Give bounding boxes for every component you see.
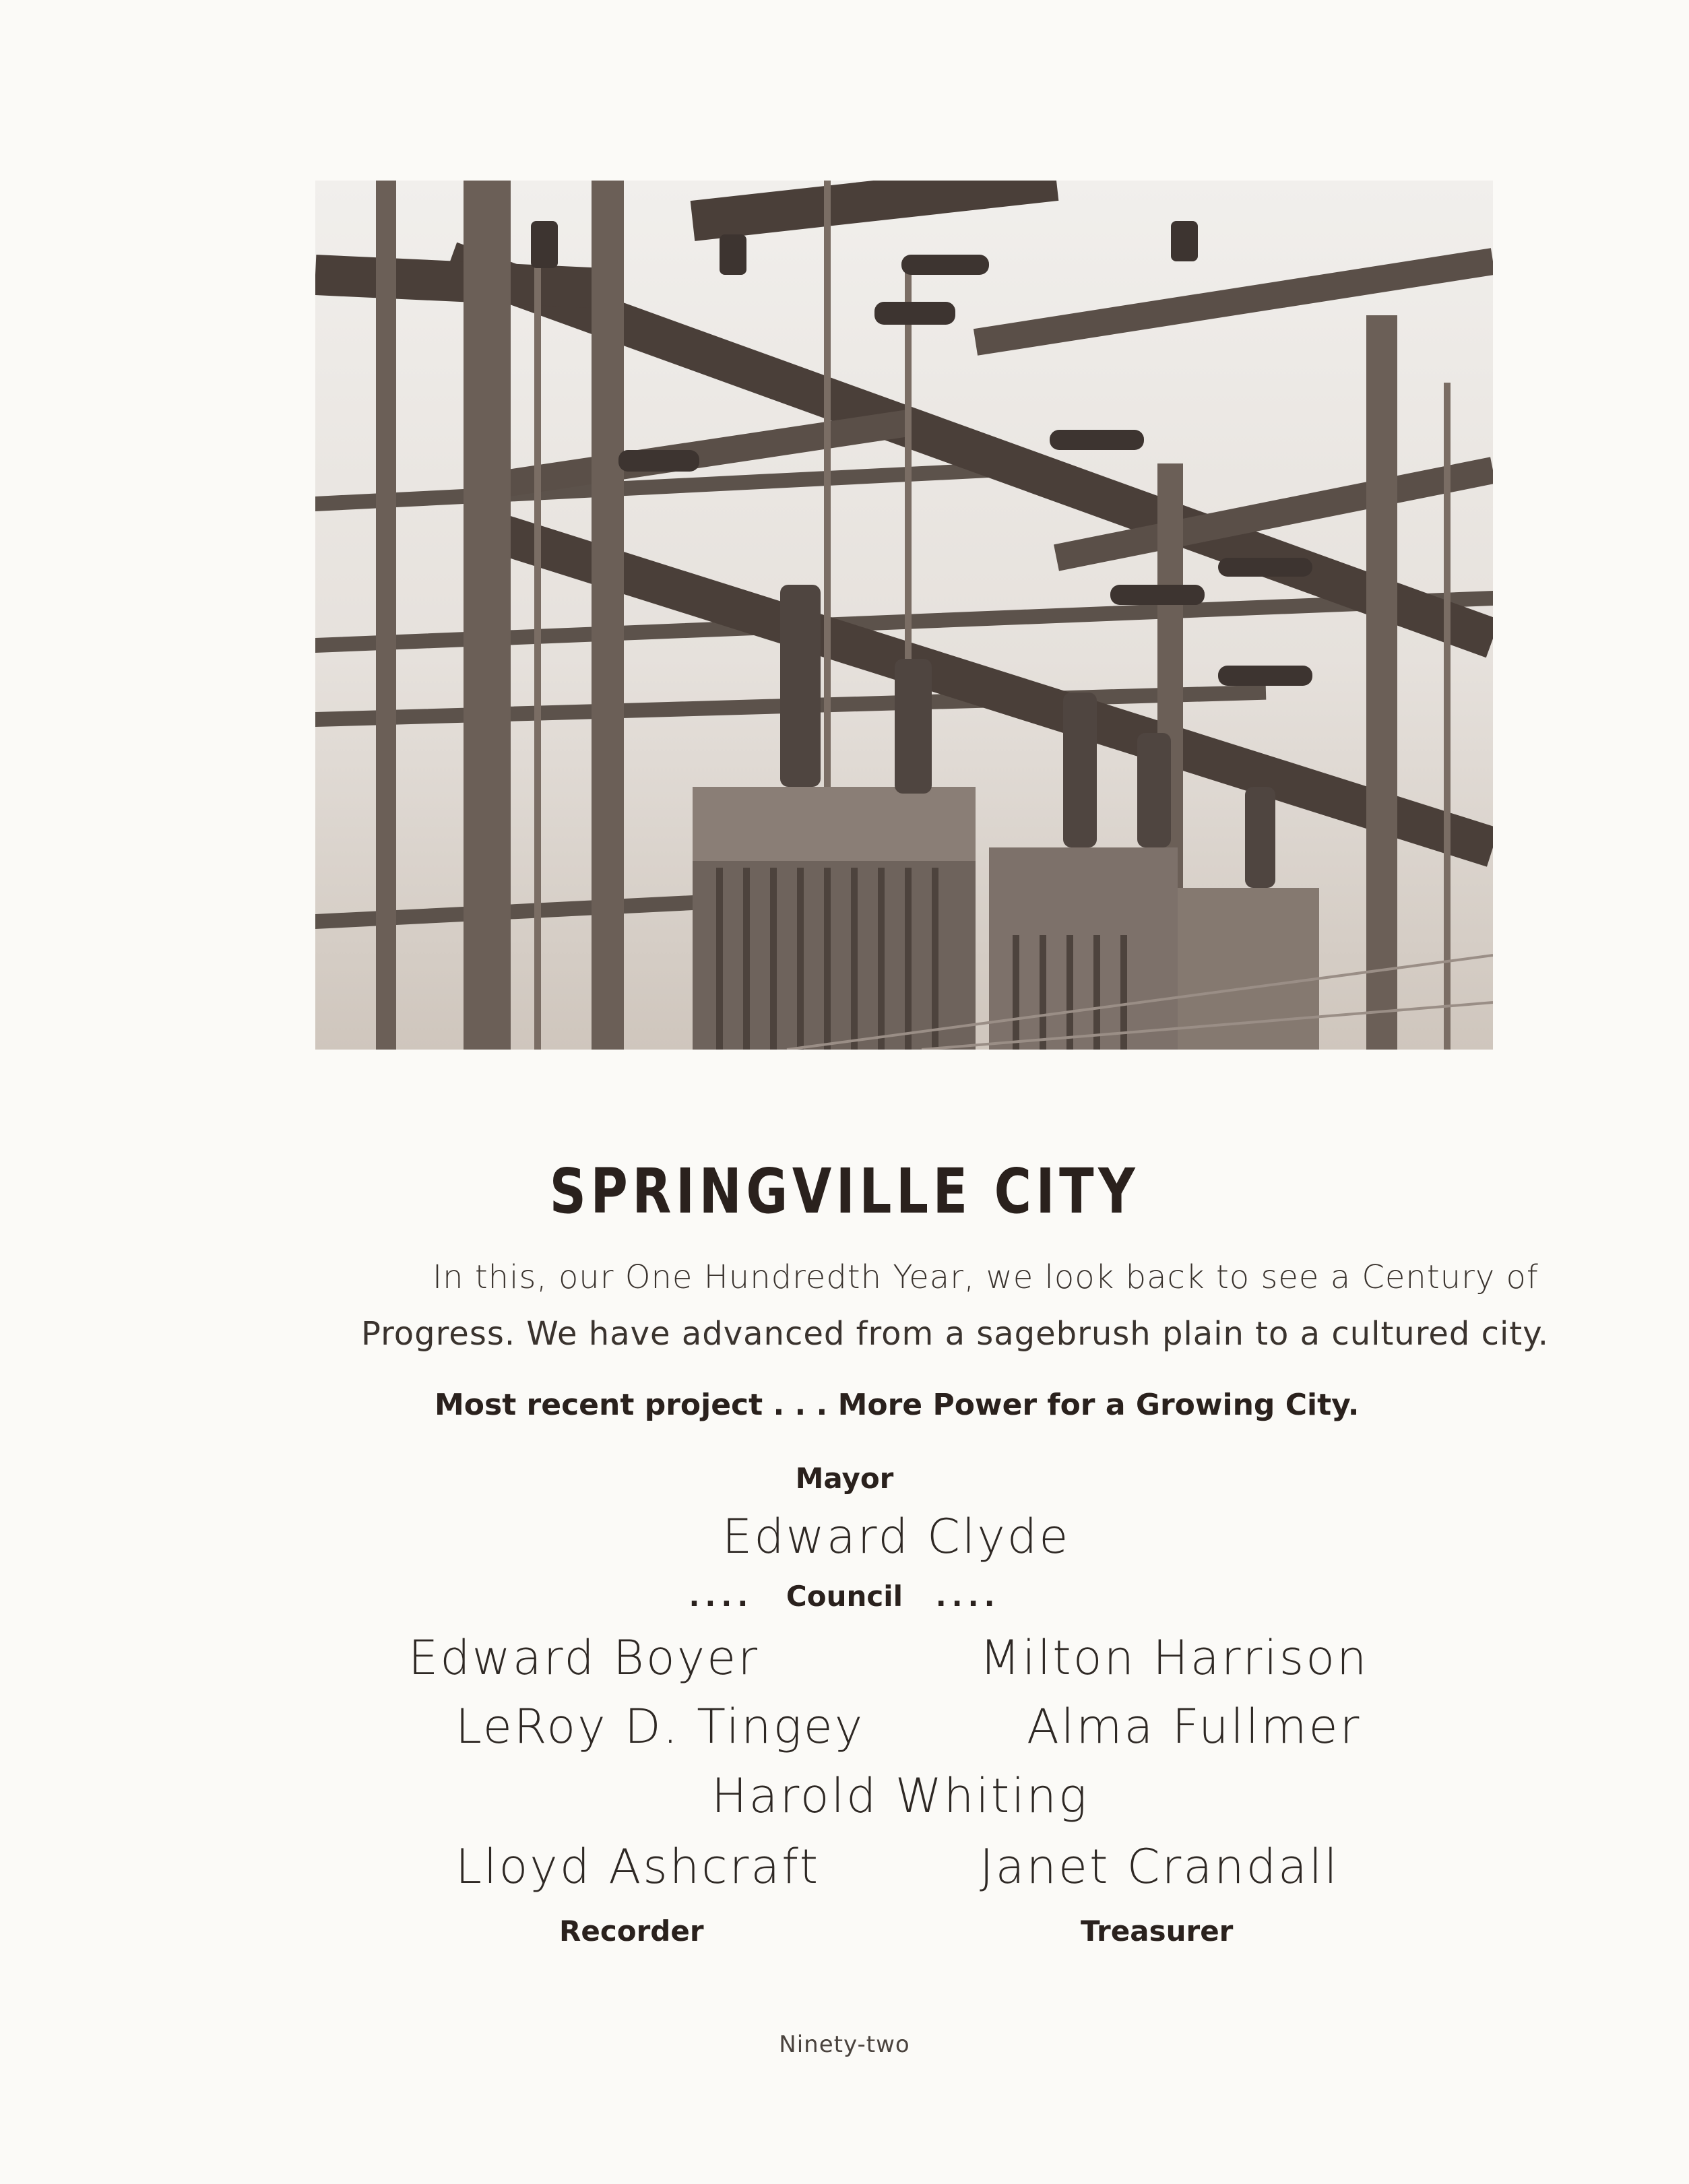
substation-photo-illustration (315, 181, 1493, 1050)
recorder-name: Lloyd Ashcraft (455, 1839, 821, 1894)
council-member: Alma Fullmer (1027, 1699, 1362, 1754)
council-dots-right: .... (935, 1580, 1000, 1613)
intro-line-2: Progress. We have advanced from a sagebrush plain to a cultured city. (361, 1315, 1550, 1353)
council-label: Council (786, 1580, 903, 1613)
council-member: Harold Whiting (711, 1768, 1089, 1824)
recorder-label: Recorder (559, 1915, 704, 1948)
mayor-name: Edward Clyde (722, 1509, 1071, 1564)
page-title: SPRINGVILLE CITY (549, 1155, 1140, 1227)
mayor-label: Mayor (795, 1462, 894, 1495)
project-statement: Most recent project . . . More Power for a Growing City. (435, 1388, 1360, 1422)
council-member: LeRoy D. Tingey (455, 1699, 865, 1754)
council-member: Milton Harrison (980, 1630, 1369, 1685)
council-member: Edward Boyer (408, 1630, 759, 1685)
council-heading (0, 1580, 1689, 1613)
council-dots-left: .... (689, 1580, 754, 1613)
treasurer-label: Treasurer (1081, 1915, 1234, 1948)
intro-line-1: In this, our One Hundredth Year, we look back to see a Century of (433, 1258, 1539, 1296)
page-number: Ninety-two (779, 2031, 910, 2058)
substation-photo (315, 181, 1493, 1050)
treasurer-name: Janet Crandall (980, 1839, 1339, 1894)
